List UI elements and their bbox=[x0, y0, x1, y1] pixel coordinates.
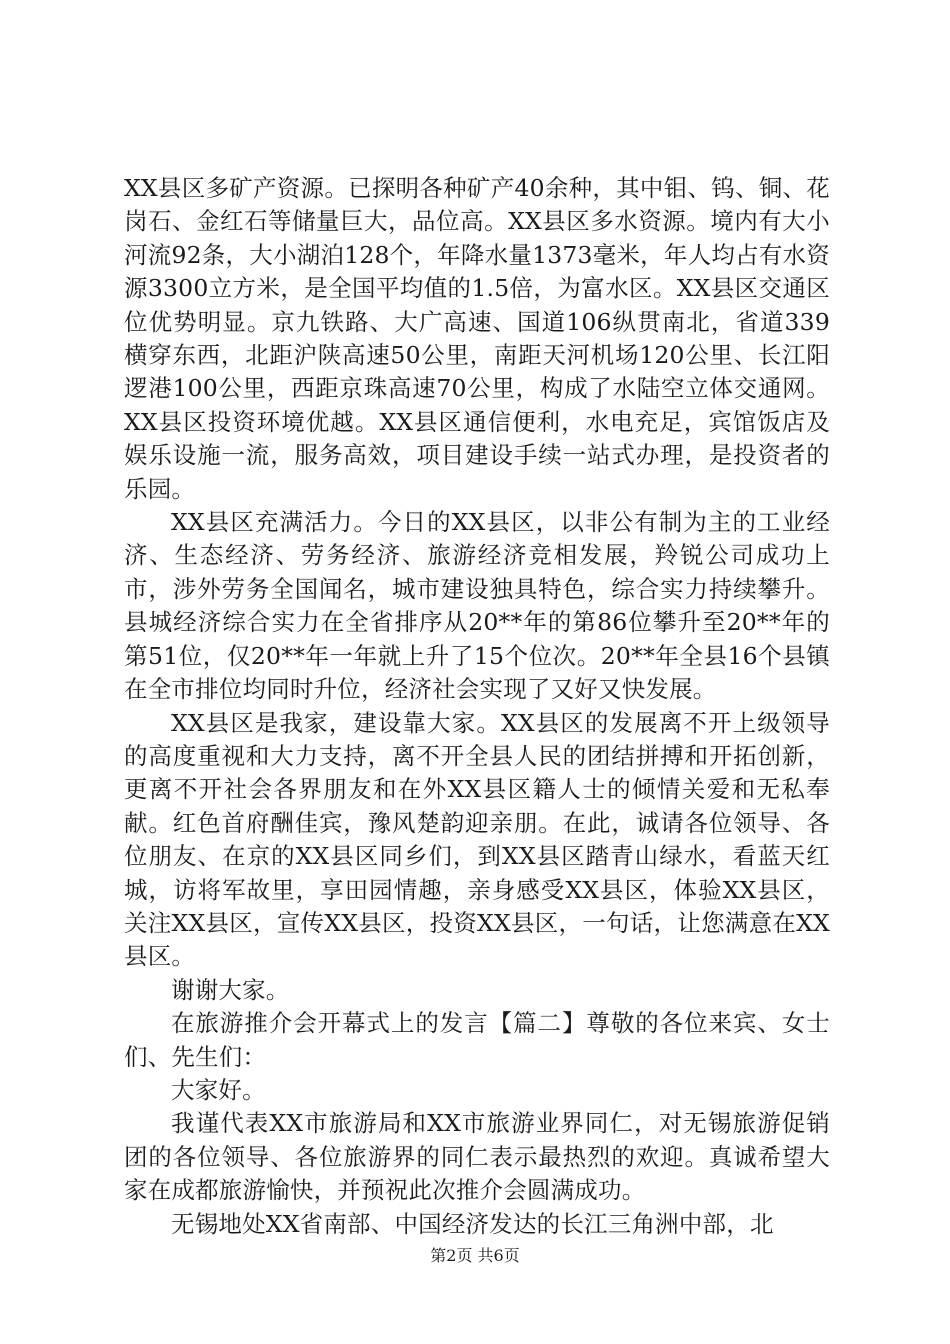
paragraph-wuxi-location: 无锡地处XX省南部、中国经济发达的长江三角洲中部，北 bbox=[171, 1209, 774, 1238]
paragraph-invitation: XX县区是我家，建设靠大家。XX县区的发展离不开上级领导的高度重视和大力支持，离不开全县人民的团结拼搏和开拓创新，更离不开社会各界朋友和在外XX县区籍人士的倾情关爱和无私奉献。红色首府酬佳宾，豫风楚韵迎亲朋。在此，诚请各位领导、各位朋友、在京的XX县区同乡们，到XX县区踏青山绿水，看蓝天红城，访将军故里，享田园情趣，亲身感受XX县区，体验XX县区，关注XX县区，宣传XX县区，投资XX县区，一句话，让您满意在XX县区。 bbox=[124, 708, 830, 971]
paragraph-thanks: 谢谢大家。 bbox=[171, 975, 290, 1004]
paragraph-welcome: 我谨代表XX市旅游局和XX市旅游业界同仁，对无锡旅游促销团的各位领导、各位旅游界的同仁表示最热烈的欢迎。真诚希望大家在成都旅游愉快，并预祝此次推介会圆满成功。 bbox=[124, 1109, 830, 1205]
document-body bbox=[124, 172, 830, 1241]
paragraph-greeting: 大家好。 bbox=[171, 1075, 266, 1104]
paragraph-vitality: XX县区充满活力。今日的XX县区，以非公有制为主的工业经济、生态经济、劳务经济、旅游经济竞相发展，羚锐公司成功上市，涉外劳务全国闻名，城市建设独具特色，综合实力持续攀升。县城经济综合实力在全省排序从20**年的第86位攀升至20**年的第51位，仅20**年一年就上升了15个位次。20**年全县16个县镇在全市排位均同时升位，经济社会实现了又好又快发展。 bbox=[124, 508, 830, 704]
page-footer bbox=[0, 1243, 950, 1266]
paragraph-resources: XX县区多矿产资源。已探明各种矿产40余种，其中钼、钨、铜、花岗石、金红石等储量巨大，品位高。XX县区多水资源。境内有大小河流92条，大小湖泊128个，年降水量1373毫米，年人均占有水资源3300立方米，是全国平均值的1.5倍，为富水区。XX县区交通区位优势明显。京九铁路、大广高速、国道106纵贯南北，省道339横穿东西，北距沪陕高速50公里，南距天河机场120公里、长江阳逻港100公里，西距京珠高速70公里，构成了水陆空立体交通网。XX县区投资环境优越。XX县区通信便利，水电充足，宾馆饭店及娱乐设施一流，服务高效，项目建设手续一站式办理，是投资者的乐园。 bbox=[124, 174, 830, 503]
page-number: 第2页 共6页 bbox=[430, 1246, 520, 1265]
paragraph-section-two-heading: 在旅游推介会开幕式上的发言【篇二】尊敬的各位来宾、女士们、先生们： bbox=[124, 1009, 830, 1071]
